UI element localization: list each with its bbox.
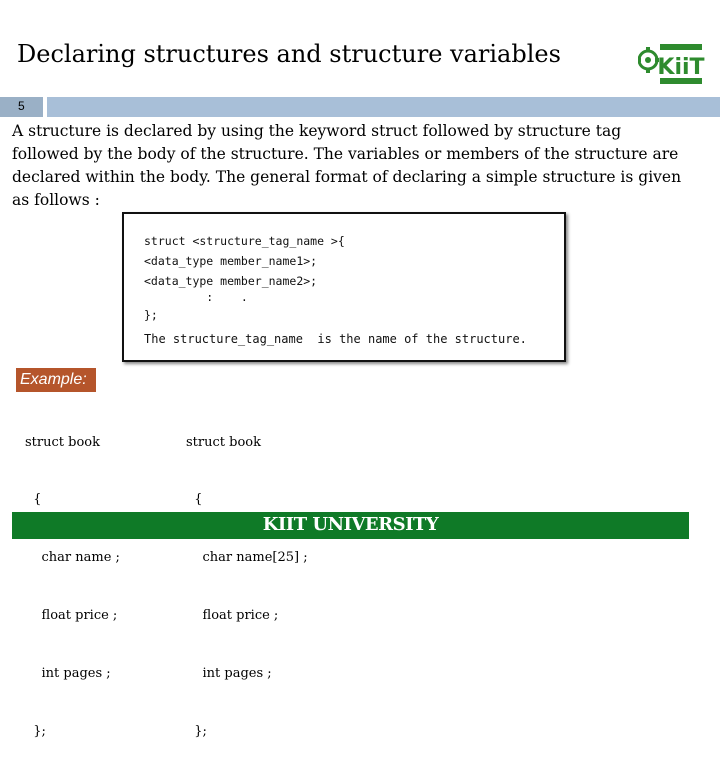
intro-paragraph <box>12 120 695 212</box>
code-line: int pages ; <box>186 666 272 682</box>
footer-university-name: KIIT UNIVERSITY <box>262 514 439 535</box>
slide-number-box <box>0 97 43 117</box>
kiit-logo <box>638 38 710 94</box>
code-line: float price ; <box>186 608 279 624</box>
format-line: : . <box>144 290 248 304</box>
code-line: char name[25] ; <box>186 550 308 566</box>
format-line: <data_type member_name2>; <box>144 274 318 288</box>
slide-number: 5 <box>18 99 25 113</box>
format-line: }; <box>144 308 158 322</box>
intro-line: A structure is declared by using the keyword struct followed by structure tag <box>12 122 622 140</box>
code-line: { <box>186 492 203 508</box>
code-line: char name ; <box>25 550 120 566</box>
intro-line: as follows : <box>12 191 100 209</box>
example-left-code <box>25 394 120 761</box>
slide-number-bar <box>0 97 720 117</box>
code-line: }; <box>186 724 207 740</box>
format-line: struct <structure_tag_name >{ <box>144 234 345 248</box>
code-line: { <box>25 492 42 508</box>
code-line: }; <box>25 724 46 740</box>
code-line: float price ; <box>25 608 118 624</box>
code-line: struct book <box>186 434 261 450</box>
svg-text:KiiT: KiiT <box>657 55 705 80</box>
format-line: <data_type member_name1>; <box>144 254 318 268</box>
structure-format-box <box>122 212 566 362</box>
code-line: struct book <box>25 434 100 450</box>
example-right-code <box>186 394 308 761</box>
intro-line: declared within the body. The general format of declaring a simple structure is given <box>12 168 682 186</box>
header-rule <box>47 97 720 117</box>
slide-title: Declaring structures and structure variables <box>17 40 561 68</box>
footer-bar <box>12 512 689 539</box>
code-line: int pages ; <box>25 666 111 682</box>
intro-line: followed by the body of the structure. The variables or members of the structure are <box>12 145 679 163</box>
example-label: Example: <box>16 368 96 392</box>
format-caption: The structure_tag_name is the name of the structure. <box>144 332 527 346</box>
